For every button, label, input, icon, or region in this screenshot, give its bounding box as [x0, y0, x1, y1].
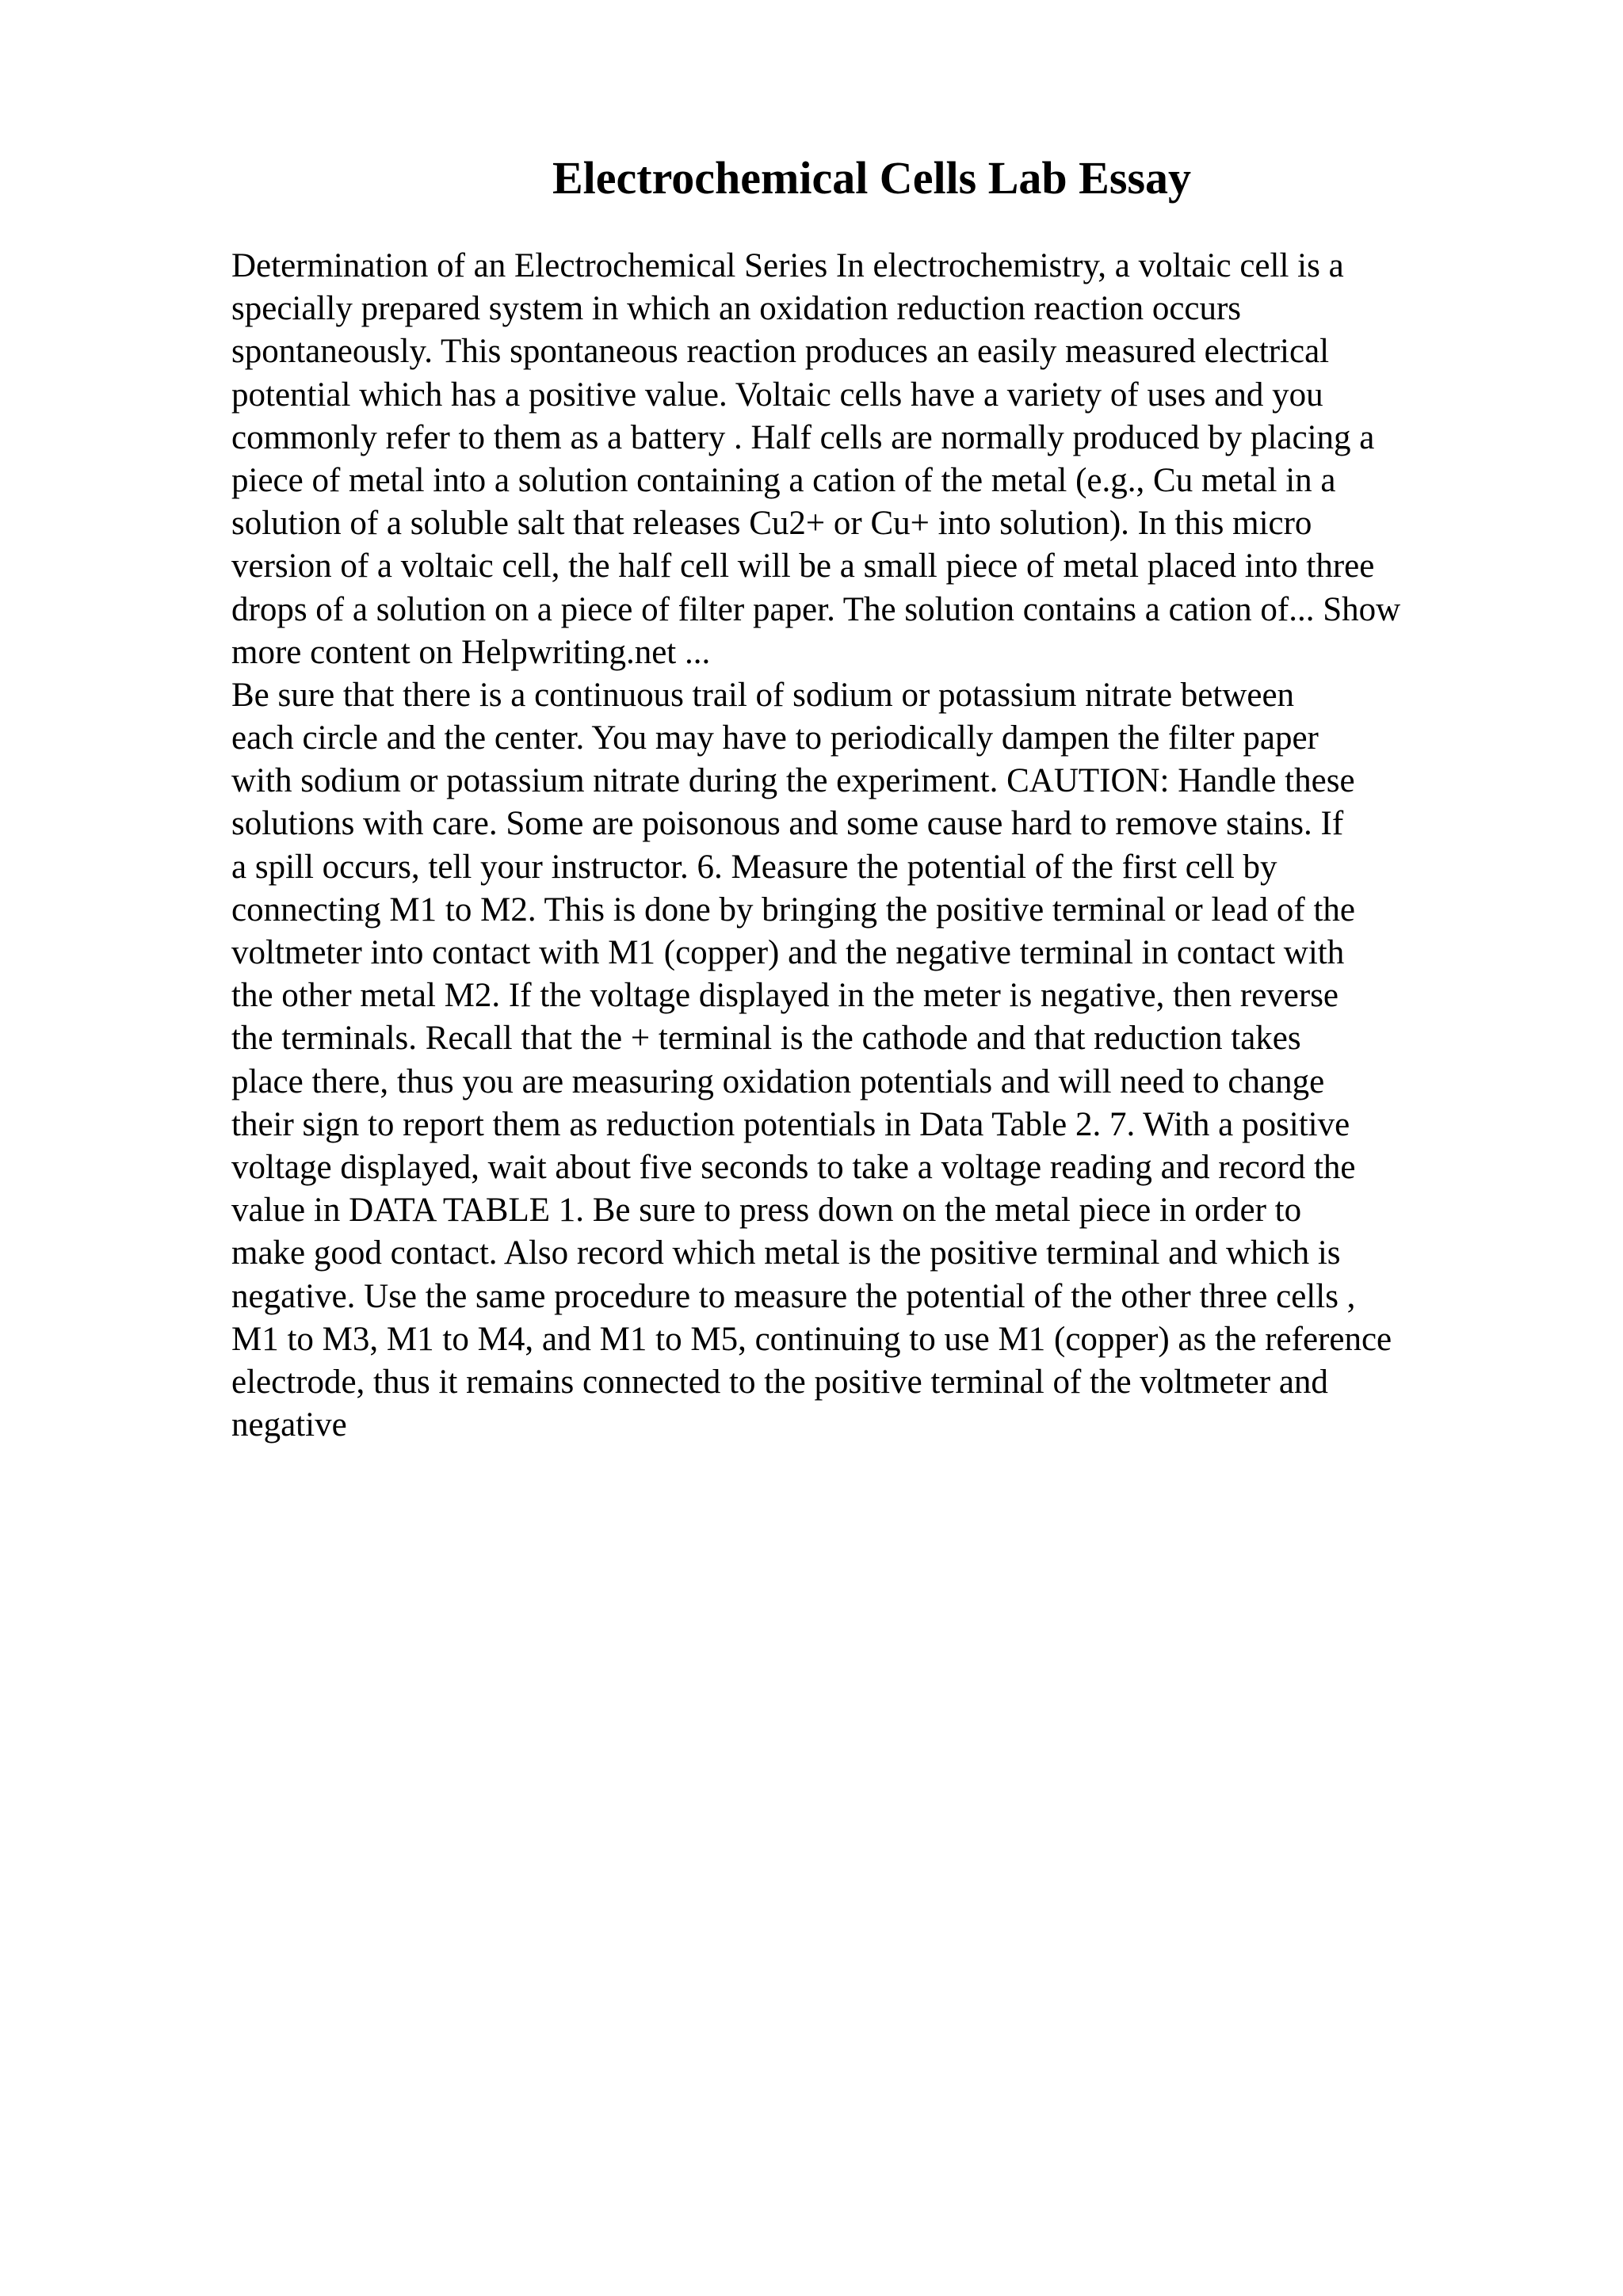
- text-line: their sign to report them as reduction potentials in Data Table 2. 7. With a positive: [231, 1105, 1350, 1143]
- paragraph-procedure: [231, 674, 1515, 1447]
- text-line: Be sure that there is a continuous trail of sodium or potassium nitrate between: [231, 676, 1295, 714]
- text-line: each circle and the center. You may have to periodically dampen the filter paper: [231, 719, 1319, 757]
- text-line: drops of a solution on a piece of filter paper. The solution contains a cation of... Show: [231, 590, 1401, 628]
- text-line: a spill occurs, tell your instructor. 6. Measure the potential of the first cell by: [231, 848, 1277, 886]
- text-line: electrode, thus it remains connected to the positive terminal of the voltmeter and: [231, 1363, 1328, 1401]
- text-line: with sodium or potassium nitrate during the experiment. CAUTION: Handle these: [231, 762, 1355, 800]
- text-line: spontaneously. This spontaneous reaction produces an easily measured electrical: [231, 333, 1330, 371]
- text-line: negative. Use the same procedure to measure the potential of the other three cells ,: [231, 1277, 1356, 1315]
- text-line: voltage displayed, wait about five seconds to take a voltage reading and record the: [231, 1148, 1356, 1186]
- text-line: version of a voltaic cell, the half cell will be a small piece of metal placed into three: [231, 547, 1375, 585]
- text-line: voltmeter into contact with M1 (copper) and the negative terminal in contact with: [231, 934, 1345, 971]
- text-line: value in DATA TABLE 1. Be sure to press down on the metal piece in order to: [231, 1192, 1302, 1230]
- text-line: solution of a soluble salt that releases Cu2+ or Cu+ into solution). In this micro: [231, 505, 1312, 543]
- text-line: more content on Helpwriting.net ...: [231, 633, 711, 671]
- text-line: Determination of an Electrochemical Series In electrochemistry, a voltaic cell is a: [231, 247, 1344, 284]
- paragraph-intro: [231, 245, 1515, 674]
- text-line: potential which has a positive value. Voltaic cells have a variety of uses and you: [231, 376, 1323, 414]
- document-title: Electrochemical Cells Lab Essay: [552, 152, 1192, 204]
- text-line: the terminals. Recall that the + terminal is the cathode and that reduction takes: [231, 1020, 1301, 1058]
- document-body: [231, 245, 1515, 1447]
- text-line: solutions with care. Some are poisonous and some cause hard to remove stains. If: [231, 805, 1344, 843]
- text-line: make good contact. Also record which metal is the positive terminal and which is: [231, 1234, 1341, 1272]
- text-line: M1 to M3, M1 to M4, and M1 to M5, continuing to use M1 (copper) as the reference: [231, 1320, 1392, 1358]
- text-line: connecting M1 to M2. This is done by bringing the positive terminal or lead of the: [231, 891, 1355, 929]
- text-line: specially prepared system in which an oxidation reduction reaction occurs: [231, 290, 1242, 328]
- text-line: negative: [231, 1406, 347, 1444]
- text-line: commonly refer to them as a battery . Half cells are normally produced by placing a: [231, 418, 1375, 456]
- text-line: place there, thus you are measuring oxidation potentials and will need to change: [231, 1062, 1325, 1100]
- text-line: piece of metal into a solution containing a cation of the metal (e.g., Cu metal in a: [231, 461, 1336, 499]
- text-line: the other metal M2. If the voltage displayed in the meter is negative, then reverse: [231, 977, 1339, 1015]
